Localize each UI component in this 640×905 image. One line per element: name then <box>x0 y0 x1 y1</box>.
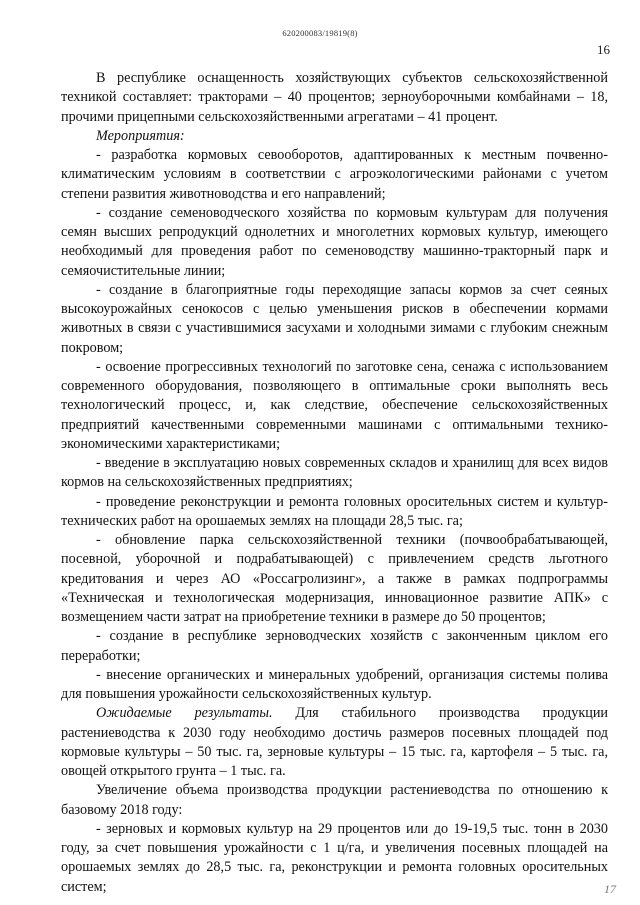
margin-mark: 17 <box>604 882 616 896</box>
document-id: 620200083/19819(8) <box>282 28 358 38</box>
list-item: - создание в республике зерноводческих хозяйств с законченным циклом его переработки; <box>61 628 608 664</box>
list-item: - создание семеноводческого хозяйства по кормовым культурам для получения семян высших репродукций однолетних и многолетних кормовых культур, имеющего необходимый для проведения работ по семеноводству машинно-тракторный парк и семяочистительные линии; <box>61 204 608 279</box>
document-body <box>61 69 608 897</box>
list-item: - введение в эксплуатацию новых современных складов и хранилищ для всех видов кормов на сельскохозяйственных предприятиях; <box>61 455 608 491</box>
list-item: - проведение реконструкции и ремонта головных оросительных систем и культур-технических работ на орошаемых землях на площади 28,5 тыс. га; <box>61 493 608 529</box>
list-item: - освоение прогрессивных технологий по заготовке сена, сенажа с использованием современного оборудования, позволяющего в оптимальные сроки выполнять весь технологический процесс, и, как следствие, обеспечение сельскохозяйственных предприятий качественными современными машинами с оптимальными технико-экономическими характеристиками; <box>61 358 608 452</box>
paragraph-equipment: В республике оснащенность хозяйствующих субъектов сельскохозяйственной техникой составляет: тракторами – 40 процентов; зерноуборочными комбайнами – 18, прочими прицепными сельскохозяйственными агрегатами – 41 процент. <box>61 70 608 125</box>
measures-heading: Мероприятия: <box>96 127 185 144</box>
expected-results-paragraph <box>61 704 608 781</box>
expected-results-text: Для стабильного производства продукции растениеводства к 2030 году необходимо достичь размеров посевных площадей под кормовые культуры – 50 тыс. га, зерновые культуры – 15 тыс. га, картофеля – 5 тыс. га, овощей открытого грунта – 1 тыс. га. <box>61 705 609 779</box>
list-item: - разработка кормовых севооборотов, адаптированных к местным почвенно-климатическим условиям в соответствии с агроэкологическими районами с учетом степени развития животноводства и его направлений; <box>61 147 608 202</box>
list-item: - зерновых и кормовых культур на 29 процентов или до 19-19,5 тыс. тонн в 2030 году, за счет повышения урожайности с 1 ц/га, и увеличения посевных площадей на орошаемых землях до 28,5 тыс. га, реконструкции и ремонта головных оросительных систем; <box>61 820 608 895</box>
expected-results-heading: Ожидаемые результаты. <box>96 705 273 722</box>
list-item: - создание в благоприятные годы переходящие запасы кормов за счет сеяных высокоурожайных сенокосов с целью уменьшения рисков в обеспечении кормами животных в связи с участившимися засухами и холодными зимами с глубоким снежным покровом; <box>61 281 608 356</box>
page-number: 16 <box>597 42 610 57</box>
list-item: - внесение органических и минеральных удобрений, организация системы полива для повышения урожайности сельскохозяйственных культур. <box>61 666 608 702</box>
paragraph-production-increase: Увеличение объема производства продукции растениеводства по отношению к базовому 2018 году: <box>61 782 608 818</box>
list-item: - обновление парка сельскохозяйственной техники (почвообрабатывающей, посевной, уборочной и подрабатывающей) с привлечением средств льготного кредитования и через АО «Россагролизинг», а также в рамках подпрограммы «Техническая и технологическая модернизация, инновационное развитие АПК» с возмещением части затрат на приобретение техники в размере до 50 процентов; <box>61 532 608 625</box>
